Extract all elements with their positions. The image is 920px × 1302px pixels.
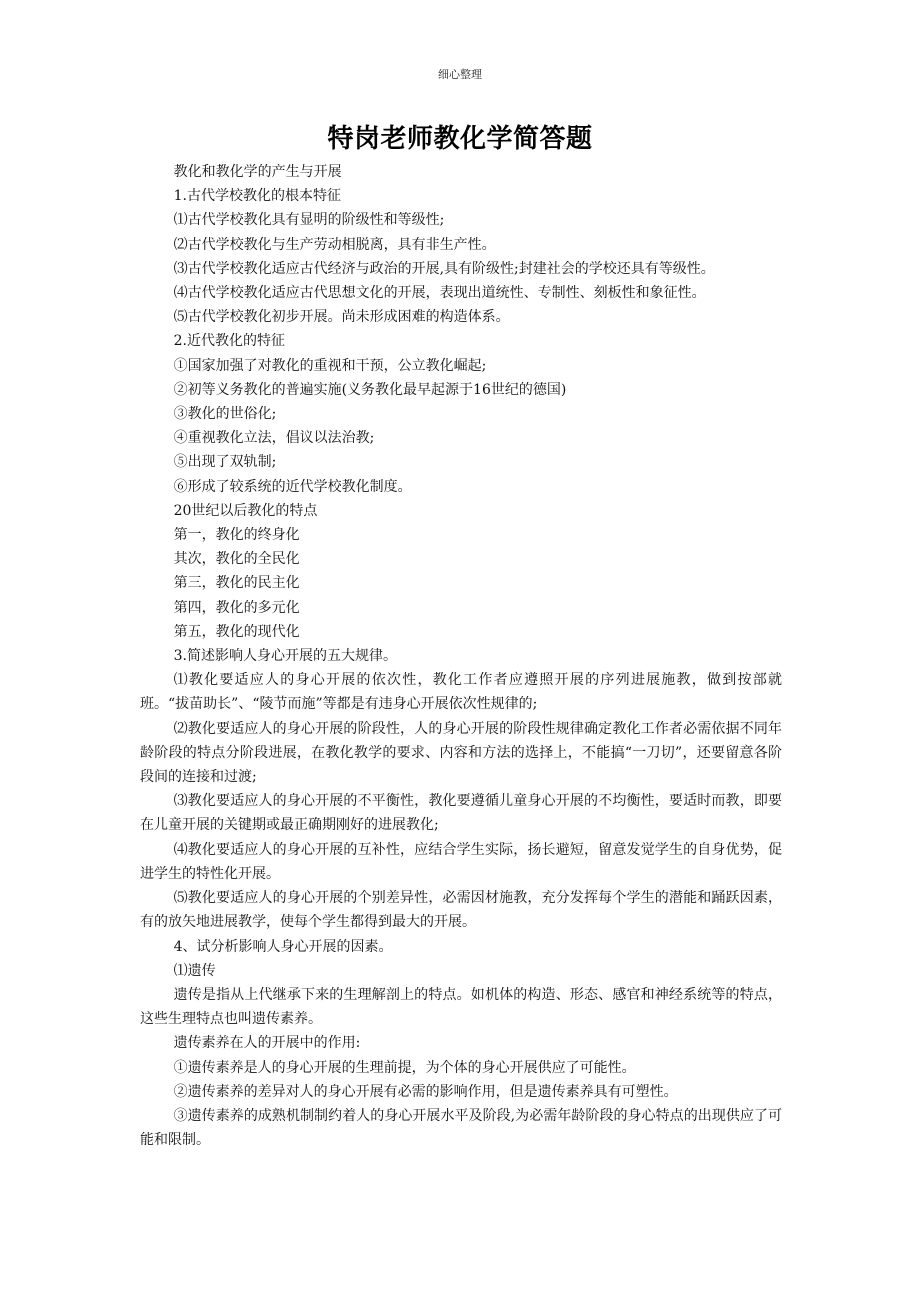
paragraph: ①遗传素养是人的身心开展的生理前提，为个体的身心开展供应了可能性。 (173, 1059, 636, 1076)
paragraph: ⑴遗传 (173, 962, 216, 979)
paragraph: ⑶古代学校教化适应古代经济与政治的开展,具有阶级性;封建社会的学校还具有等级性。 (173, 260, 715, 277)
paragraph: 2.近代教化的特征 (173, 333, 285, 350)
paragraph: 20世纪以后教化的特点 (173, 502, 318, 519)
paragraph: ⑵教化要适应人的身心开展的阶段性，人的身心开展的阶段性规律确定教化工作者必需依据不同年龄阶段的特点分阶段进展，在教化教学的要求、内容和方法的选择上，不能搞“一刀切”，还要留意各阶段间的连接和过渡; (140, 720, 782, 786)
document-title: 特岗老师教化学简答题 (327, 124, 593, 154)
paragraph: ③教化的世俗化; (173, 406, 277, 423)
paragraph: 1.古代学校教化的根本特征 (173, 188, 341, 205)
paragraph: 第三，教化的民主化 (173, 575, 300, 592)
paragraph: ⑴教化要适应人的身心开展的依次性，教化工作者应遵照开展的序列进展施教，做到按部就班。“拔苗助长”、“陵节而施”等都是有违身心开展依次性规律的; (140, 672, 782, 713)
paragraph: 教化和教化学的产生与开展 (173, 164, 342, 180)
paragraph: ①国家加强了对教化的重视和干预，公立教化崛起; (173, 357, 487, 374)
paragraph: 其次，教化的全民化 (173, 551, 300, 568)
paragraph: ⑥形成了较系统的近代学校教化制度。 (173, 478, 412, 495)
paragraph: 遗传是指从上代继承下来的生理解剖上的特点。如机体的构造、形态、感官和神经系统等的特点，这些生理特点也叫遗传素养。 (140, 986, 782, 1028)
paragraph: 第一，教化的终身化 (173, 527, 300, 544)
paragraph: ②遗传素养的差异对人的身心开展有必需的影响作用，但是遗传素养具有可塑性。 (173, 1083, 678, 1100)
paragraph: ⑤出现了双轨制; (173, 454, 277, 471)
paragraph: ④重视教化立法，倡议以法治教; (173, 430, 375, 447)
paragraph: ⑷古代学校教化适应古代思想文化的开展，表现出道统性、专制性、刻板性和象征性。 (173, 285, 706, 302)
paragraph: ⑶教化要适应人的身心开展的不平衡性，教化要遵循儿童身心开展的不均衡性，要适时而教，即要在儿童开展的关键期或最正确期刚好的进展教化; (140, 793, 782, 834)
paragraph: 3.简述影响人身心开展的五大规律。 (173, 648, 397, 665)
paragraph: 遗传素养在人的开展中的作用: (173, 1035, 361, 1052)
page-header: 细心整理 (438, 68, 482, 81)
paragraph: ⑸古代学校教化初步开展。尚未形成困难的构造体系。 (173, 309, 510, 326)
paragraph: 第四，教化的多元化 (173, 599, 300, 616)
paragraph: ⑵古代学校教化与生产劳动相脱离，具有非生产性。 (173, 236, 496, 253)
document-body (140, 160, 782, 1152)
paragraph: 第五，教化的现代化 (173, 623, 300, 640)
paragraph: 4、试分析影响人身心开展的因素。 (173, 938, 393, 955)
paragraph: ⑴古代学校教化具有显明的阶级性和等级性; (173, 212, 445, 229)
paragraph: ③遗传素养的成熟机制制约着人的身心开展水平及阶段,为必需年龄阶段的身心特点的出现供应了可能和限制。 (140, 1107, 782, 1149)
paragraph: ⑸教化要适应人的身心开展的个别差异性，必需因材施教，充分发挥每个学生的潜能和踊跃因素，有的放矢地进展教学，使每个学生都得到最大的开展。 (140, 890, 782, 931)
paragraph: ⑷教化要适应人的身心开展的互补性，应结合学生实际，扬长避短，留意发觉学生的自身优势，促进学生的特性化开展。 (140, 841, 782, 882)
paragraph: ②初等义务教化的普遍实施(义务教化最早起源于16世纪的德国) (173, 381, 567, 398)
